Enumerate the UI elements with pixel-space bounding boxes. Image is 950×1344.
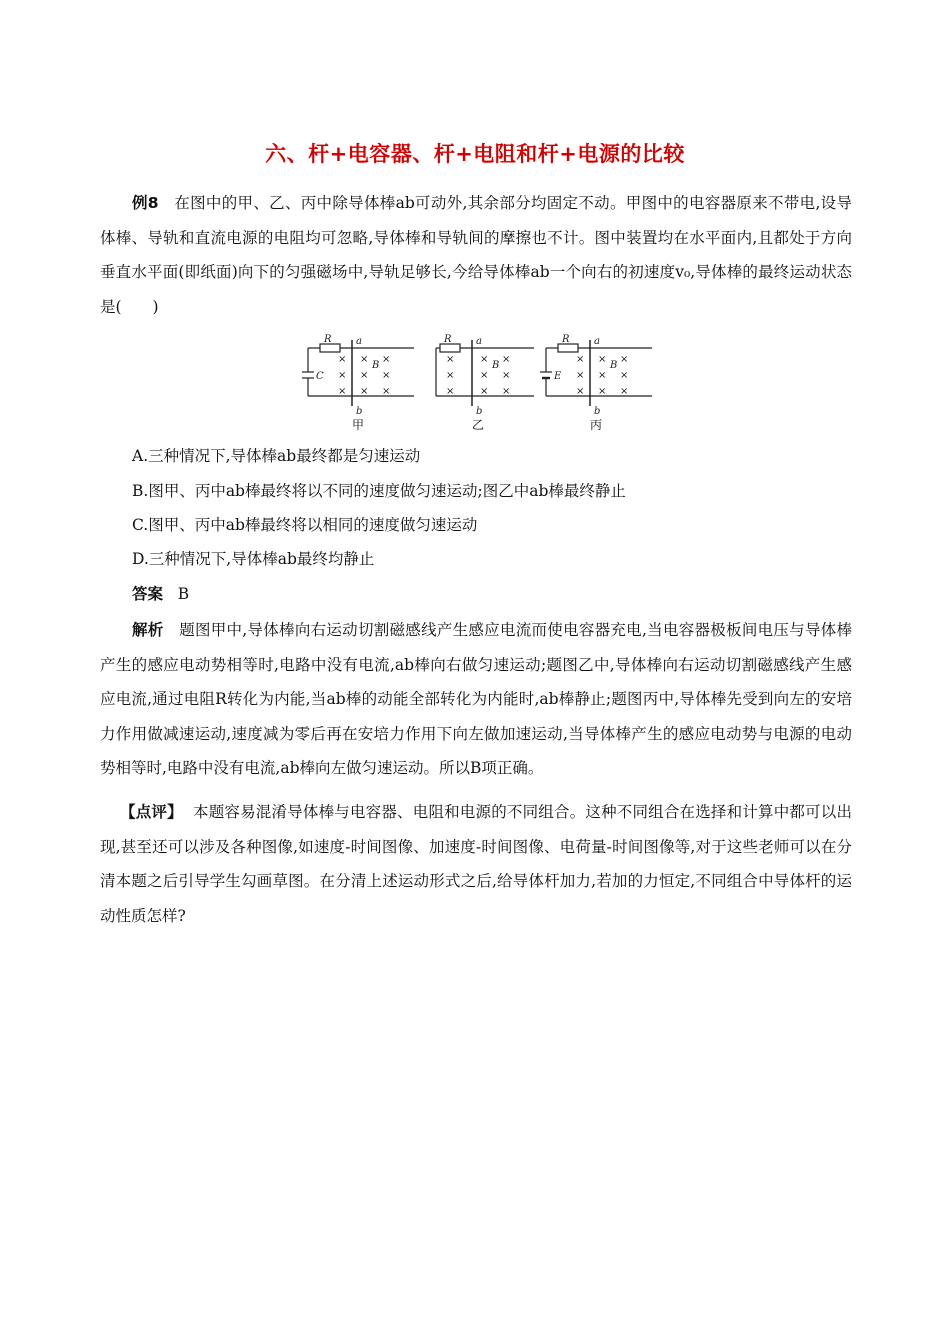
figure-jia: [302, 332, 414, 436]
analysis-label: 解析: [132, 621, 164, 639]
cross-mark: ×: [598, 370, 607, 381]
answer-line: [132, 577, 189, 611]
label-field: B: [492, 360, 500, 371]
label-r: R: [562, 334, 570, 345]
option-a: A.三种情况下,导体棒ab最终都是匀速运动: [132, 447, 421, 465]
label-b: b: [476, 406, 483, 416]
example-paragraph: [100, 186, 852, 324]
example-label: 例8: [132, 194, 159, 212]
label-element: C: [316, 371, 324, 382]
cross-mark: ×: [338, 386, 347, 397]
cross-mark: ×: [382, 386, 391, 397]
label-b: b: [356, 406, 363, 416]
figure-caption: 乙: [471, 418, 484, 432]
cross-mark: ×: [502, 386, 511, 397]
figure-bing: [540, 332, 652, 436]
cross-mark: ×: [382, 354, 391, 365]
label-element: E: [554, 371, 562, 382]
cross-mark: ×: [360, 370, 369, 381]
cross-mark: ×: [360, 386, 369, 397]
figure-caption: 甲: [351, 418, 364, 432]
cross-mark: ×: [382, 370, 391, 381]
cross-mark: ×: [576, 370, 585, 381]
cross-mark: ×: [576, 354, 585, 365]
cross-mark: ×: [360, 354, 369, 365]
circuit-figures: [302, 332, 652, 436]
cross-mark: ×: [620, 370, 629, 381]
cross-mark: ×: [338, 354, 347, 365]
page-title: 六、杆+电容器、杆+电阻和杆+电源的比较: [265, 142, 685, 166]
comment-text: 本题容易混淆导体棒与电容器、电阻和电源的不同组合。这种不同组合在选择和计算中都可以出现,甚至还可以涉及各种图像,如速度-时间图像、加速度-时间图像、电荷量-时间图像等,对于这些老师可以在分清本题之后引导学生勾画草图。在分清上述运动形式之后,给导体杆加力,若加的力恒定,不同组合中导体杆的运动性质怎样?: [100, 803, 852, 925]
cross-mark: ×: [620, 386, 629, 397]
figure-caption: 丙: [589, 418, 602, 432]
label-a: a: [476, 336, 482, 347]
label-a: a: [594, 336, 600, 347]
answer-value: B: [177, 585, 190, 603]
cross-mark: ×: [598, 386, 607, 397]
cross-mark: ×: [576, 386, 585, 397]
circuit-diagram-yi: [422, 332, 534, 416]
analysis-paragraph: [100, 613, 852, 786]
cross-mark: ×: [480, 370, 489, 381]
cross-mark: ×: [598, 354, 607, 365]
example-text: 在图中的甲、乙、丙中除导体棒ab可动外,其余部分均固定不动。甲图中的电容器原来不带电,设导体棒、导轨和直流电源的电阻均可忽略,导体棒和导轨间的摩擦也不计。图中装置均在水平面内,且都处于方向垂直水平面(即纸面)向下的匀强磁场中,导轨足够长,今给导体棒ab一个向右的初速度v₀,导体棒的最终运动状态是( ): [100, 194, 852, 316]
option-b: B.图甲、丙中ab棒最终将以不同的速度做匀速运动;图乙中ab棒最终静止: [132, 482, 626, 500]
cross-mark: ×: [446, 370, 455, 381]
cross-mark: ×: [338, 370, 347, 381]
cross-mark: ×: [446, 354, 455, 365]
cross-mark: ×: [502, 370, 511, 381]
option-d: D.三种情况下,导体棒ab最终均静止: [132, 550, 375, 568]
cross-mark: ×: [446, 386, 455, 397]
figure-yi: [422, 332, 534, 436]
cross-mark: ×: [620, 354, 629, 365]
label-r: R: [324, 334, 332, 345]
cross-mark: ×: [480, 354, 489, 365]
answer-label: 答案: [132, 585, 164, 603]
label-field: B: [372, 360, 380, 371]
circuit-diagram-jia: [302, 332, 414, 416]
option-c: C.图甲、丙中ab棒最终将以相同的速度做匀速运动: [132, 516, 478, 534]
label-b: b: [594, 406, 601, 416]
label-a: a: [356, 336, 362, 347]
comment-label: 【点评】: [120, 803, 183, 821]
cross-mark: ×: [502, 354, 511, 365]
comment-paragraph: [100, 795, 852, 933]
circuit-diagram-bing: [540, 332, 652, 416]
analysis-text: 题图甲中,导体棒向右运动切割磁感线产生感应电流而使电容器充电,当电容器极板间电压与导体棒产生的感应电动势相等时,电路中没有电流,ab棒向右做匀速运动;题图乙中,导体棒向右运动切割磁感线产生感应电流,通过电阻R转化为内能,当ab棒的动能全部转化为内能时,ab棒静止;题图丙中,导体棒先受到向左的安培力作用做减速运动,速度减为零后再在安培力作用下向左做加速运动,当导体棒产生的感应电动势与电源的电动势相等时,电路中没有电流,ab棒向左做匀速运动。所以B项正确。: [100, 621, 852, 777]
label-field: B: [610, 360, 618, 371]
label-r: R: [444, 334, 452, 345]
cross-mark: ×: [480, 386, 489, 397]
